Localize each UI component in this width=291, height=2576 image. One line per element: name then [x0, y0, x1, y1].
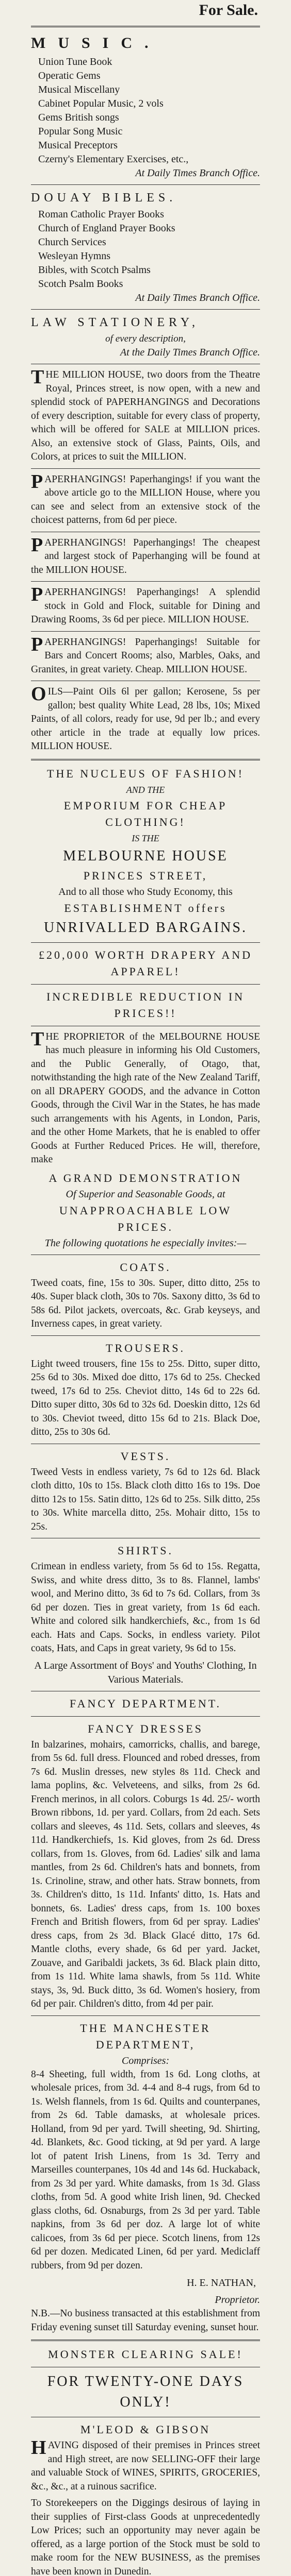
divider	[31, 631, 260, 632]
coats-heading: COATS.	[120, 1260, 171, 1274]
fancy-text: In balzarines, mohairs, camorricks, challis, and barege, from 5s 6d. full dress. Flounced and robed dresses, from 7s 6d. Muslin dresses, new styles 8s 11d. Check and lama poplins, &c. Velveteens, and silks, from 2s 6d. French merinos, in all colors. Coburgs 1s 4d. 25/- worth Brown ribbons, 1d. per yard. Collars, from 2d each. Sets collars and sleeves, 4s 11d. Sets, collars and sleeves, 4s 11d. Handkerchiefs, 1s. Kid gloves, from 2s 6d. Dress collars, from 1s. Gloves, from 6d. Ladies' silk and lama mantles, from 2s 6d. Children's hats and bonnets, from 1s. Crinoline, straw, and other hats. Straw bonnets, from 3s. Children's ditto, 1s 11d. Infants' ditto, 1s. Hats and bonnets, 6s. Ladies' dress caps, from 1s. 100 boxes French and British flowers, from 6d per spray. Ladies' dress caps, from 2s 3d. Black Glacé ditto, 17s 6d. Mantle cloths, every shade, 6s 6d per yard. Jacket, Zouave, and Garibaldi jackets, 3s 6d. Black plain ditto, from 1s 11d. White lama shawls, from 5s 11d. White stays, 3s, 9d. Buck ditto, 3s 6d. Women's hosiery, from 6d per pair. Children's ditto, from 4d per pair.	[31, 1739, 260, 2009]
million-paragraph: OILS—Paint Oils 6l per gallon; Kerosene, 5s per gallon; best quality White Lead, 28 lbs, 10s; Mixed Paints, of all colors, ready for use, 9d per lb.; and every other article in the trade at equally low prices. MILLION HOUSE.	[31, 683, 260, 752]
music-advert	[31, 32, 260, 180]
million-paragraph: PAPERHANGINGS! Paperhangings! A splendid stock in Gold and Flock, suitable for Dining and Drawing Rooms, 3s 6d per piece. MILLION HOUSE.	[31, 584, 260, 625]
million-paragraph: PAPERHANGINGS! Paperhangings! if you want the above article go to the MILLION House, where you can see and select from an extensive stock of the choicest patterns, from 6d per piece.	[31, 470, 260, 526]
music-item: Popular Song Music	[38, 126, 123, 137]
clearing-text: HAVING disposed of their premises in Princes street and High street, are now SELLING-OFF their large and valuable Stock of WINES, SPIRITS, GROCERIES, &c., &c., at a ruinous sacrifice.	[31, 2437, 260, 2492]
melbourne-proprietor-text: THE PROPRIETOR of the MELBOURNE HOUSE has much pleasure in informing his Old Customers, and the Public Generally, of Otago, that, notwithstanding the high rate of the New Zealand Tariff, on all DRAPERY GOODS, and the advance in Cotton Goods, through the Civil War in the States, he has made such arrangements with his Agents, in London, Paris, and the other Home Markets, that he is enabled to offer Goods at Further Reduced Prices. He will, therefore, make	[31, 1028, 260, 1165]
divider	[31, 26, 260, 27]
fancy-dresses-heading: FANCY DRESSES	[88, 1722, 203, 1735]
stationery-advert	[31, 314, 260, 360]
million-paragraph: PAPERHANGINGS! Paperhangings! Suitable for Bars and Concert Rooms; also, Marbles, Oaks, and Granites, in great variety. Cheap. MILLION HOUSE.	[31, 633, 260, 675]
coats-text: Tweed coats, fine, 15s to 30s. Super, ditto ditto, 25s to 40s. Super black cloth, 30s to 70s. Saxony ditto, 3s 6d to 58s 6d. Pilot jackets, overcoats, &c. Grab keyseys, and Inverness capes, in great variety.	[31, 1277, 260, 1329]
divider	[31, 581, 260, 582]
divider	[31, 2340, 260, 2341]
bibles-item: Church of England Prayer Books	[38, 223, 175, 234]
nathan-signature: H. E. NATHAN,	[187, 2277, 256, 2289]
divider	[31, 184, 260, 185]
divider	[31, 759, 260, 760]
music-item: Cabinet Popular Music, 2 vols	[38, 98, 164, 109]
melbourne-is-the: IS THE	[132, 833, 159, 843]
melbourne-and: AND THE	[126, 784, 165, 795]
clearing-for: FOR TWENTY-ONE DAYS ONLY!	[47, 2374, 244, 2410]
divider	[31, 2015, 260, 2016]
stationery-sub: of every description,	[105, 333, 186, 344]
music-item: Musical Preceptors	[38, 140, 118, 151]
shirts-text: Crimean in endless variety, from 5s 6d to 15s. Regatta, Swiss, and white dress ditto, 3s to 8s. Flannel, lambs' wool, and Merino ditto, 3s 6d to 7s 6d. Collars, from 3s 6d per dozen. Ties in great variety, from 1s 6d each. White and colored silk handkerchiefs, &c., from 1s 6d each. Hats and Caps. Socks, in endless variety. Pilot coats, Hats, and Caps in great variety, 9s 6d to 15s.	[31, 1561, 260, 1654]
melbourne-line: Of Superior and Seasonable Goods, at	[66, 1188, 225, 1200]
divider	[31, 942, 260, 943]
music-footer: At Daily Times Branch Office.	[135, 167, 260, 179]
million-house-advert	[31, 368, 260, 754]
vests-heading: VESTS.	[120, 1449, 171, 1463]
stationery-footer: At the Daily Times Branch Office.	[120, 347, 260, 358]
bibles-footer: At Daily Times Branch Office.	[135, 292, 260, 303]
shirts-assortment: A Large Assortment of Boys' and Youths' Clothing, In Various Materials.	[34, 1659, 257, 1685]
melbourne-title: THE NUCLEUS OF FASHION!	[47, 767, 244, 780]
melbourne-house-advert	[31, 766, 260, 2335]
divider	[31, 1335, 260, 1336]
melbourne-line: And to all those who Study Economy, this	[58, 886, 233, 897]
melbourne-line: ESTABLISHMENT offers	[64, 901, 227, 914]
music-heading: MUSIC.	[31, 35, 161, 52]
divider	[31, 468, 260, 469]
nathan-role: Proprietor.	[215, 2294, 260, 2306]
bibles-item: Bibles, with Scotch Psalms	[38, 264, 151, 276]
clearing-heading: MONSTER CLEARING SALE!	[48, 2348, 243, 2361]
stationery-heading: LAW STATIONERY,	[31, 316, 199, 329]
music-item: Czerny's Elementary Exercises, etc.,	[38, 154, 189, 165]
bibles-advert	[31, 189, 260, 305]
music-item: Operatic Gems	[38, 70, 101, 81]
trousers-heading: TROUSERS.	[106, 1341, 185, 1354]
nathan-note: N.B.—No business transacted at this establishment from Friday evening sunset till Saturday evening, sunset hour.	[31, 2308, 260, 2333]
trousers-text: Light tweed trousers, fine 15s to 25s. Ditto, super ditto, 25s 6d to 30s. Mixed doe ditto, 17s 6d to 25s. Checked tweed, 17s 6d to 25s. Cheviot ditto, 14s 6d to 22s 6d. Ditto super ditto, 30s 6d to 32s 6d. Doeskin ditto, 12s 6d to 30s. Cheviot tweed, ditto 15s 6d to 21s. Black Doe, ditto, 25s to 30s 6d.	[31, 1358, 260, 1437]
advertisement-column	[31, 0, 260, 2576]
melbourne-street: PRINCES STREET,	[83, 869, 208, 882]
million-paragraph: PAPERHANGINGS! Paperhangings! The cheapest and largest stock of Paperhanging will be found at the MILLION HOUSE.	[31, 534, 260, 575]
clearing-sale-advert	[31, 2346, 260, 2576]
melbourne-line: The following quotations he especially invites:—	[44, 1237, 247, 1249]
clearing-firm: M'LEOD & GIBSON	[80, 2423, 211, 2436]
music-item: Musical Miscellany	[38, 84, 120, 95]
fancy-heading: FANCY DEPARTMENT.	[69, 1697, 222, 1710]
vests-text: Tweed Vests in endless variety, 7s 6d to 12s 6d. Black cloth ditto, 10s to 15s. Black cloth ditto 16s to 19s. Doe ditto 12s to 15s. Satin ditto, 12s 6d to 25s. Silk ditto, 25s to 30s. White marcella ditto, 25s. Mohair ditto, 15s to 25s.	[31, 1466, 260, 1532]
melbourne-house-name: MELBOURNE HOUSE	[63, 848, 228, 864]
shirts-heading: SHIRTS.	[118, 1544, 173, 1557]
melbourne-title: EMPORIUM FOR CHEAP CLOTHING!	[63, 799, 228, 828]
melbourne-reduction: INCREDIBLE REDUCTION IN PRICES!!	[46, 990, 245, 1020]
bibles-item: Wesleyan Hymns	[38, 250, 111, 262]
manchester-comprises: Comprises:	[121, 2055, 170, 2066]
divider	[31, 984, 260, 985]
bibles-heading: DOUAY BIBLES.	[31, 191, 177, 205]
bibles-item: Scotch Psalm Books	[38, 278, 123, 290]
manchester-heading: THE MANCHESTER DEPARTMENT,	[80, 2021, 211, 2051]
clearing-text: To Storekeepers on the Diggings desirous of laying in their supplies of First-class Goods at unprecedentedly Low Prices; such an opportunity may never again be offered, as a large portion of the Stock must be sold to make room for the NEW BUSINESS, as the premises have been known in Dunedin.	[31, 2498, 260, 2576]
manchester-text: 8-4 Sheeting, full width, from 1s 6d. Long cloths, at wholesale prices, from 3d. 4-4 and 8-4 rugs, from 6d to 1s. Welsh flannels, from 1s 6d. Quilts and counterpanes, from 2s 6d. Table damasks, at wholesale prices. Holland, from 9d per yard. Twill sheeting, 9d. Shirting, 4d. Blankets, &c. Good ticking, at 9d per yard. A large lot of patent Irish Linens, from 1s 3d. Terry and Marseilles counterpanes, 10s 4d and 14s 6d. Huckaback, from 2s 3d per yard. White damasks, from 1s 3d. Glass cloths, from 5d. A good white Irish linen, 9d. Checked glass cloths, 6d. Osnaburgs, from 2s 3d per yard. Table napkins, from 3s 6d per doz. A large lot of white calicoes, from 3s 6d per piece. Scotch linens, from 12s 6d per dozen. Medicated Linen, 6d per yard. Mediclaff rubbers, from 9d per dozen.	[31, 2069, 260, 2271]
melbourne-prices: UNAPPROACHABLE LOW PRICES.	[59, 1204, 232, 1233]
melbourne-demonstration: A GRAND DEMONSTRATION	[48, 1171, 242, 1184]
million-paragraph: THE MILLION HOUSE, two doors from the Theatre Royal, Princes street, is now open, with a new and splendid stock of PAPERHANGINGS and Decorations of every description, suitable for every class of property, which will be offered for SALE at MILLION prices. Also, an extensive stock of Glass, Paints, Oils, and Colors, at prices to suit the MILLION.	[31, 366, 260, 462]
melbourne-bargains: UNRIVALLED BARGAINS.	[44, 919, 247, 936]
music-item: Union Tune Book	[38, 56, 112, 67]
bibles-item: Church Services	[38, 236, 106, 248]
for-sale-heading: For Sale.	[199, 2, 258, 19]
divider	[31, 309, 260, 310]
bibles-item: Roman Catholic Prayer Books	[38, 209, 164, 220]
music-item: Gems British songs	[38, 112, 119, 123]
divider	[31, 1716, 260, 1717]
melbourne-worth: £20,000 WORTH DRAPERY AND APPAREL!	[38, 948, 253, 978]
